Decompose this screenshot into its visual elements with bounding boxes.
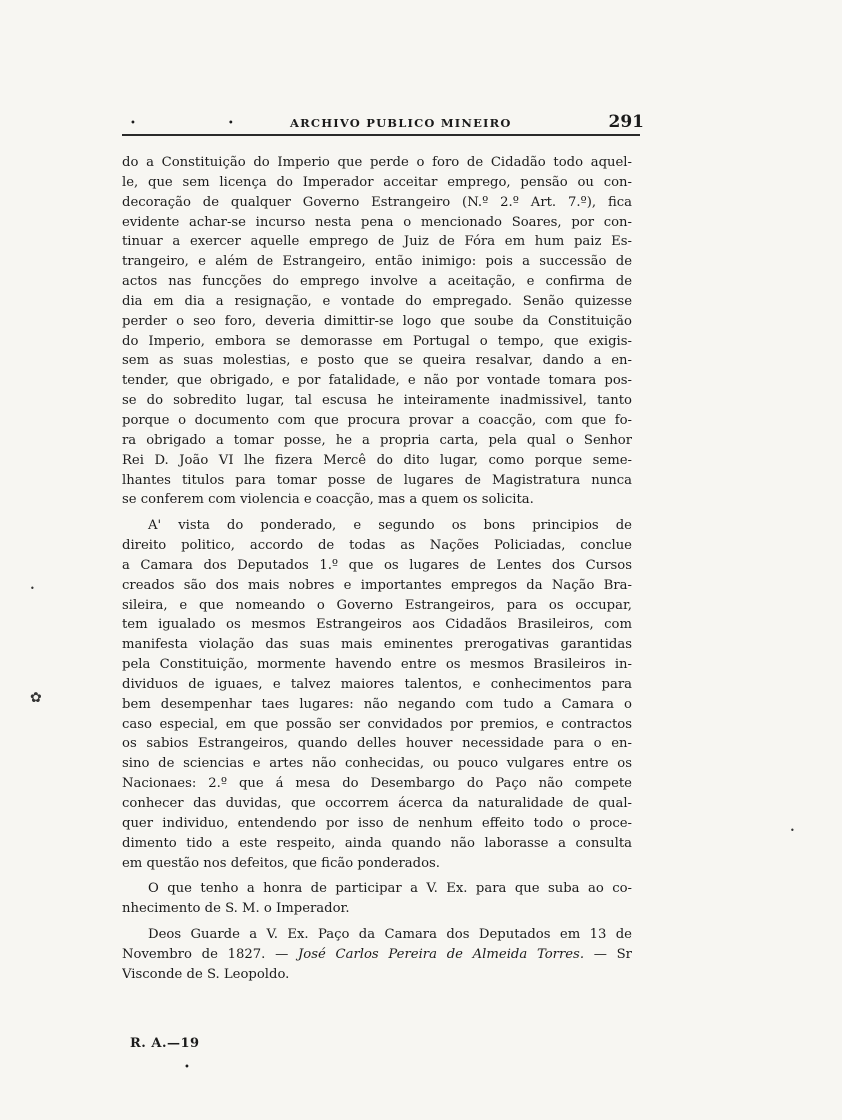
text-line: lhantes titulos para tomar posse de lugares de Magistratura nunca (122, 472, 632, 488)
text-line: decoração de qualquer Governo Estrangeiro (N.º 2.º Art. 7.º), fica (122, 194, 632, 210)
text-line: dividuos de iguaes, e talvez maiores talentos, e conhecimentos para (122, 676, 632, 692)
signatory-name: José Carlos Pereira de Almeida Torres. (297, 946, 585, 962)
text-line: a Camara dos Deputados 1.º que os lugares de Lentes dos Cursos (122, 557, 632, 573)
margin-speck: • (790, 826, 795, 835)
text-line: nhecimento de S. M. o Imperador. (122, 901, 350, 917)
page-header (120, 112, 644, 136)
paragraph-3 (122, 879, 632, 919)
body-text (122, 153, 632, 985)
addressee-line: Visconde de S. Leopoldo. (122, 966, 290, 982)
text-line: porque o documento com que procura provar a coacção, com que fo- (122, 412, 632, 428)
text-line: dimento tido a este respeito, ainda quando não laborasse a consulta (122, 835, 632, 851)
text-line: tem igualado os mesmos Estrangeiros aos Cidadãos Brasileiros, com (122, 617, 632, 633)
paragraph-1 (122, 153, 632, 510)
text-line: ra obrigado a tomar posse, he a propria carta, pela qual o Senhor (122, 432, 632, 448)
running-title: ARCHIVO PUBLICO MINEIRO (290, 116, 512, 130)
text-line: A' vista do ponderado, e segundo os bons principios de (148, 518, 632, 534)
text-line: caso especial, em que possão ser convidados por premios, e contractos (122, 716, 632, 732)
addressee-prefix: — Sr (584, 946, 632, 962)
text-line: evidente achar-se incurso nesta pena o mencionado Soares, por con- (122, 214, 632, 230)
text-line: actos nas funcções do emprego involve a aceitação, e confirma de (122, 274, 632, 290)
text-line: sino de sciencias e artes não conhecidas, ou pouco vulgares entre os (122, 756, 632, 772)
text-line: le, que sem licença do Imperador acceitar emprego, pensão ou con- (122, 174, 632, 190)
signature-line (122, 945, 632, 965)
text-line: do a Constituição do Imperio que perde o foro de Cidadão todo aquel- (122, 155, 632, 170)
text-line: do Imperio, embora se demorasse em Portugal o tempo, que exigis- (122, 333, 632, 349)
footer-ornament: • (184, 1062, 190, 1073)
text-line: Nacionaes: 2.º que á mesa do Desembargo do Paço não compete (122, 776, 632, 792)
page-number: 291 (608, 112, 644, 132)
text-line: Rei D. João VI lhe fizera Mercê do dito lugar, como porque seme- (122, 452, 632, 468)
closing-paragraph (122, 925, 632, 985)
text-line: tender, que obrigado, e por fatalidade, e não por vontade tomara pos- (122, 373, 632, 389)
text-line: tinuar a exercer aquelle emprego de Juiz de Fóra em hum paiz Es- (122, 234, 632, 250)
text-line: se do sobredito lugar, tal escusa he inteiramente inadmissivel, tanto (122, 393, 632, 409)
text-line: pela Constituição, mormente havendo entre os mesmos Brasileiros in- (122, 657, 632, 673)
text-line: conhecer das duvidas, que occorrem ácerca da naturalidade de qual- (122, 796, 632, 811)
text-line: dia em dia a resignação, e vontade do empregado. Senão quizesse (122, 293, 632, 309)
margin-speck: ✿ (30, 690, 42, 706)
text-line: manifesta violação das suas mais eminentes prerogativas garantidas (122, 637, 632, 653)
text-line: O que tenho a honra de participar a V. Ex. para que suba ao co- (148, 881, 632, 897)
text-line: sem as suas molestias, e posto que se queira resalvar, dando a en- (122, 353, 632, 369)
text-line: se conferem com violencia e coacção, mas a quem os solicita. (122, 492, 534, 508)
text-line: creados são dos mais nobres e importantes empregos da Nação Bra- (122, 577, 632, 593)
text-line: os sabios Estrangeiros, quando delles houver necessidade para o en- (122, 736, 632, 752)
text-line: quer individuo, entendendo por isso de nenhum effeito todo o proce- (122, 815, 632, 831)
text-line: perder o seo foro, deveria dimittir-se logo que soube da Constituição (122, 313, 632, 329)
margin-speck: • (30, 584, 35, 593)
text-line: trangeiro, e além de Estrangeiro, então inimigo: pois a successão de (122, 254, 632, 270)
text-line: direito politico, accordo de todas as Nações Policiadas, conclue (122, 538, 632, 554)
header-ornament: •• (130, 118, 326, 129)
text-line: em questão nos defeitos, que ficão ponderados. (122, 855, 440, 871)
signature-mark: R. A.—19 (130, 1036, 200, 1051)
paragraph-2 (122, 516, 632, 873)
header-rule (122, 134, 640, 136)
text-line: bem desempenhar taes lugares: não negando com tudo a Camara o (122, 696, 632, 712)
date-text: Novembro de 1827. — (122, 946, 298, 962)
text-line: Deos Guarde a V. Ex. Paço da Camara dos Deputados em 13 de (148, 927, 632, 943)
text-line: sileira, e que nomeando o Governo Estrangeiros, para os occupar, (122, 597, 632, 613)
